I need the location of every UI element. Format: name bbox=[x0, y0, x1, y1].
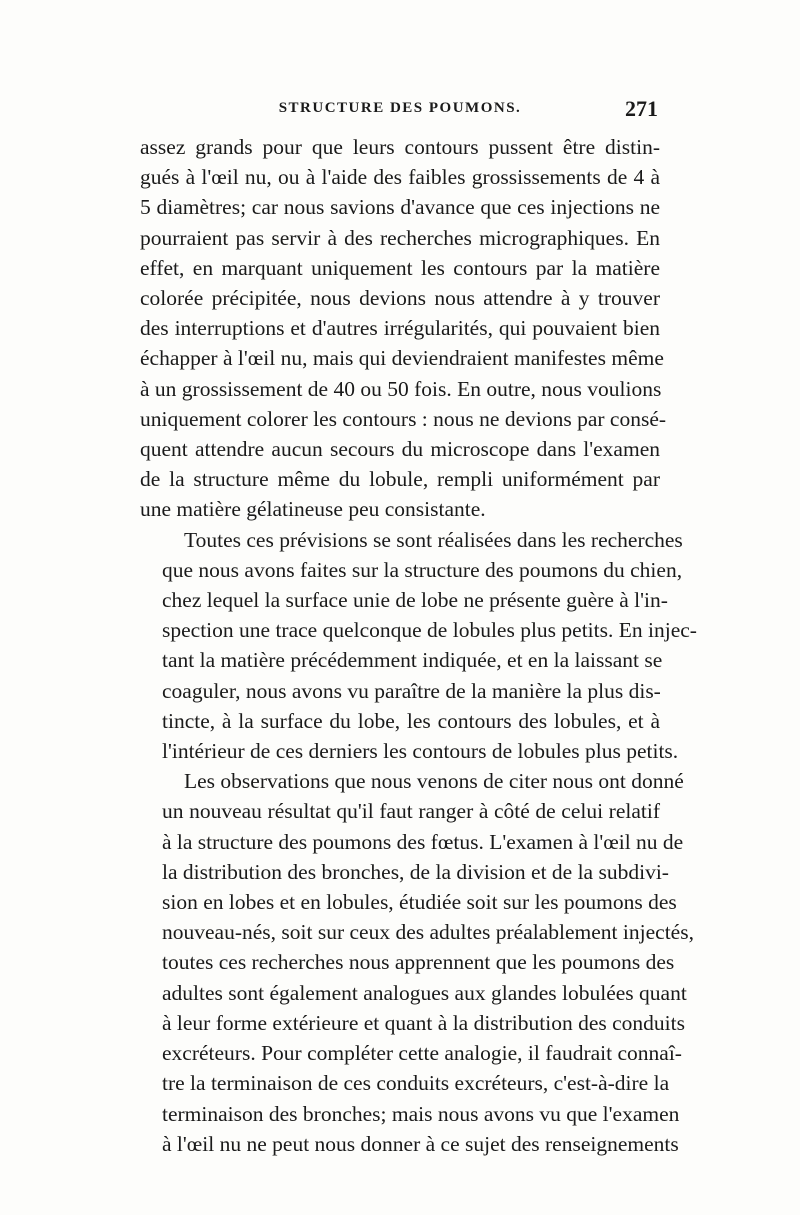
text-line: à un grossissement de 40 ou 50 fois. En outre, nous voulions bbox=[140, 376, 662, 401]
text-line: à l'œil nu ne peut nous donner à ce sujet des renseignements bbox=[162, 1131, 679, 1156]
paragraph bbox=[140, 132, 667, 525]
text-line: Les observations que nous venons de citer nous ont donné bbox=[184, 769, 684, 794]
text-line: de la structure même du lobule, rempli uniformément par bbox=[140, 467, 660, 492]
page-header bbox=[140, 96, 660, 130]
text-line: coaguler, nous avons vu paraître de la manière la plus dis- bbox=[162, 678, 661, 703]
text-line: à la structure des poumons des fœtus. L'examen à l'œil nu de bbox=[162, 829, 684, 854]
paragraph bbox=[140, 525, 697, 767]
text-line: Toutes ces prévisions se sont réalisées dans les recherches bbox=[184, 527, 683, 552]
text-line: uniquement colorer les contours : nous ne devions par consé- bbox=[140, 406, 667, 431]
text-line: gués à l'œil nu, ou à l'aide des faibles grossissements de 4 à bbox=[140, 165, 660, 190]
text-line: un nouveau résultat qu'il faut ranger à côté de celui relatif bbox=[162, 799, 660, 824]
text-line: spection une trace quelconque de lobules plus petits. En injec- bbox=[162, 618, 697, 643]
text-line: chez lequel la surface unie de lobe ne présente guère à l'in- bbox=[162, 588, 668, 613]
text-line: excréteurs. Pour compléter cette analogie, il faudrait connaî- bbox=[162, 1041, 682, 1066]
text-line: pourraient pas servir à des recherches micrographiques. En bbox=[140, 225, 660, 250]
text-line: échapper à l'œil nu, mais qui deviendraient manifestes même bbox=[140, 346, 664, 371]
text-line: que nous avons faites sur la structure des poumons du chien, bbox=[162, 557, 683, 582]
text-line: 5 diamètres; car nous savions d'avance que ces injections ne bbox=[140, 195, 660, 220]
text-line: tre la terminaison de ces conduits excréteurs, c'est-à-dire la bbox=[162, 1071, 670, 1096]
text-line: sion en lobes et en lobules, étudiée soit sur les poumons des bbox=[162, 890, 677, 915]
text-line: quent attendre aucun secours du microscope dans l'examen bbox=[140, 437, 660, 462]
text-line: des interruptions et d'autres irrégularités, qui pouvaient bien bbox=[140, 316, 660, 341]
text-line: assez grands pour que leurs contours pussent être distin- bbox=[140, 135, 660, 159]
body-text bbox=[140, 132, 697, 1159]
text-line: tincte, à la surface du lobe, les contours des lobules, et à bbox=[162, 708, 660, 733]
text-line: tant la matière précédemment indiquée, et en la laissant se bbox=[162, 648, 663, 673]
text-line: une matière gélatineuse peu consistante. bbox=[140, 497, 486, 522]
paragraph bbox=[140, 766, 694, 1159]
text-line: nouveau-nés, soit sur ceux des adultes préalablement injectés, bbox=[162, 920, 694, 945]
page-number: 271 bbox=[625, 96, 658, 121]
text-line: colorée précipitée, nous devions nous attendre à y trouver bbox=[140, 286, 660, 311]
running-title: STRUCTURE DES POUMONS. bbox=[278, 100, 522, 116]
text-line: toutes ces recherches nous apprennent que les poumons des bbox=[162, 950, 675, 975]
text-line: effet, en marquant uniquement les contours par la matière bbox=[140, 255, 660, 280]
text-line: terminaison des bronches; mais nous avons vu que l'examen bbox=[162, 1101, 680, 1126]
text-line: l'intérieur de ces derniers les contours de lobules plus petits. bbox=[162, 739, 679, 764]
text-line: à leur forme extérieure et quant à la distribution des conduits bbox=[162, 1010, 685, 1035]
text-line: la distribution des bronches, de la division et de la subdivi- bbox=[162, 859, 669, 884]
text-line: adultes sont également analogues aux glandes lobulées quant bbox=[162, 980, 687, 1005]
